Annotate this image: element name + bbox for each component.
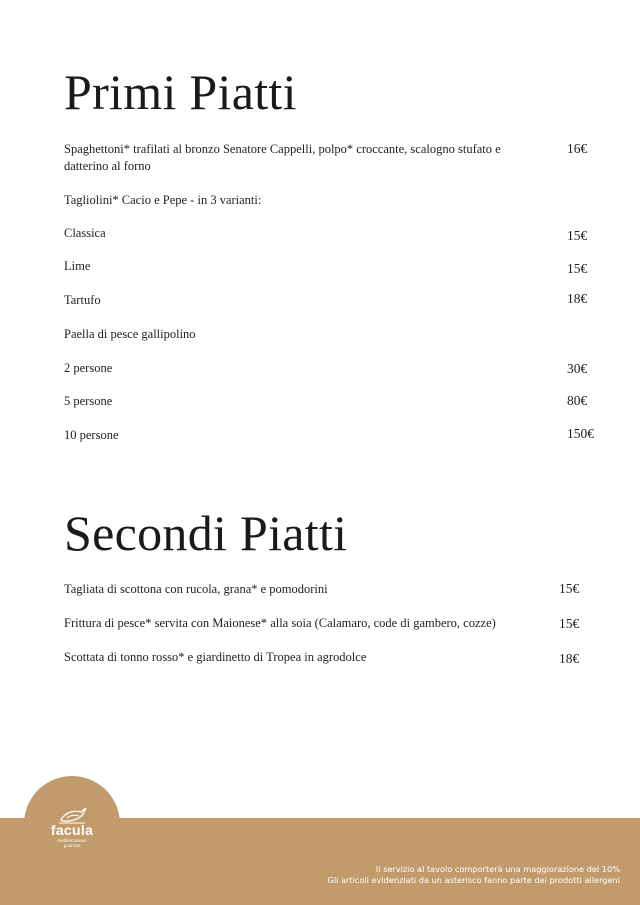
menu-item-frittura	[64, 615, 496, 632]
menu-item-name: Tartufo	[64, 293, 101, 307]
menu-item-tagliolini	[64, 192, 261, 209]
menu-item-price: 15€	[567, 261, 588, 276]
menu-item-price: 18€	[567, 291, 588, 306]
menu-item-lime	[64, 258, 90, 275]
menu-item-name: Frittura di pesce* servita con Maionese* alla soia (Calamaro, code di gambero, cozze)	[64, 616, 496, 630]
menu-item-paella-10	[64, 427, 119, 444]
menu-item-classica	[64, 225, 106, 242]
menu-item-tagliata	[64, 581, 328, 598]
menu-item-price: 15€	[559, 616, 580, 631]
logo-subtitle-line: mediterranean	[57, 837, 87, 843]
logo-wordmark: facula	[50, 821, 94, 838]
menu-item-scottata	[64, 649, 366, 666]
menu-item-name: 2 persone	[64, 361, 113, 375]
menu-item-price: 30€	[567, 361, 588, 376]
menu-item-price: 80€	[567, 393, 588, 408]
footer-notes	[328, 864, 621, 885]
menu-item-name: Tagliolini* Cacio e Pepe - in 3 varianti:	[64, 193, 262, 207]
menu-item-name: Tagliata di scottona con rucola, grana* e pomodorini	[64, 582, 328, 596]
menu-item-paella	[64, 326, 196, 343]
menu-item-name: 10 persone	[64, 428, 119, 442]
menu-item-paella-5	[64, 393, 112, 410]
menu-item-price: 16€	[567, 141, 588, 156]
menu-item-price: 15€	[559, 581, 580, 596]
secondi-piatti-title: Secondi Piatti	[64, 505, 348, 561]
menu-item-name: Spaghettoni* trafilati al bronzo Senatore Cappelli, polpo* croccante, scalogno stufato e datterino al forno	[64, 142, 501, 173]
service-charge-note: Il servizio al tavolo comporterà una maggiorazione del 10%	[375, 864, 620, 874]
menu-item-price: 15€	[567, 228, 588, 243]
allergen-note: Gli articoli evidenziati da un asterisco fanno parte dei prodotti allergeni	[327, 874, 620, 885]
menu-item-name: Scottata di tonno rosso* e giardinetto di Tropea in agrodolce	[64, 650, 367, 664]
menu-item-paella-2	[64, 360, 112, 377]
menu-item-price: 150€	[567, 426, 594, 441]
menu-item-spaghettoni	[64, 141, 534, 175]
menu-item-name: Classica	[64, 226, 106, 240]
menu-item-price: 18€	[559, 651, 580, 666]
menu-item-name: 5 persone	[64, 394, 113, 408]
primi-piatti-title: Primi Piatti	[64, 64, 297, 120]
menu-item-tartufo	[64, 292, 101, 309]
menu-item-name: Paella di pesce gallipolino	[64, 327, 196, 341]
logo-subtitle-line: gourmet	[63, 842, 81, 848]
facula-logo	[24, 776, 120, 872]
logo-subtitle	[57, 838, 86, 848]
menu-item-name: Lime	[64, 259, 91, 273]
